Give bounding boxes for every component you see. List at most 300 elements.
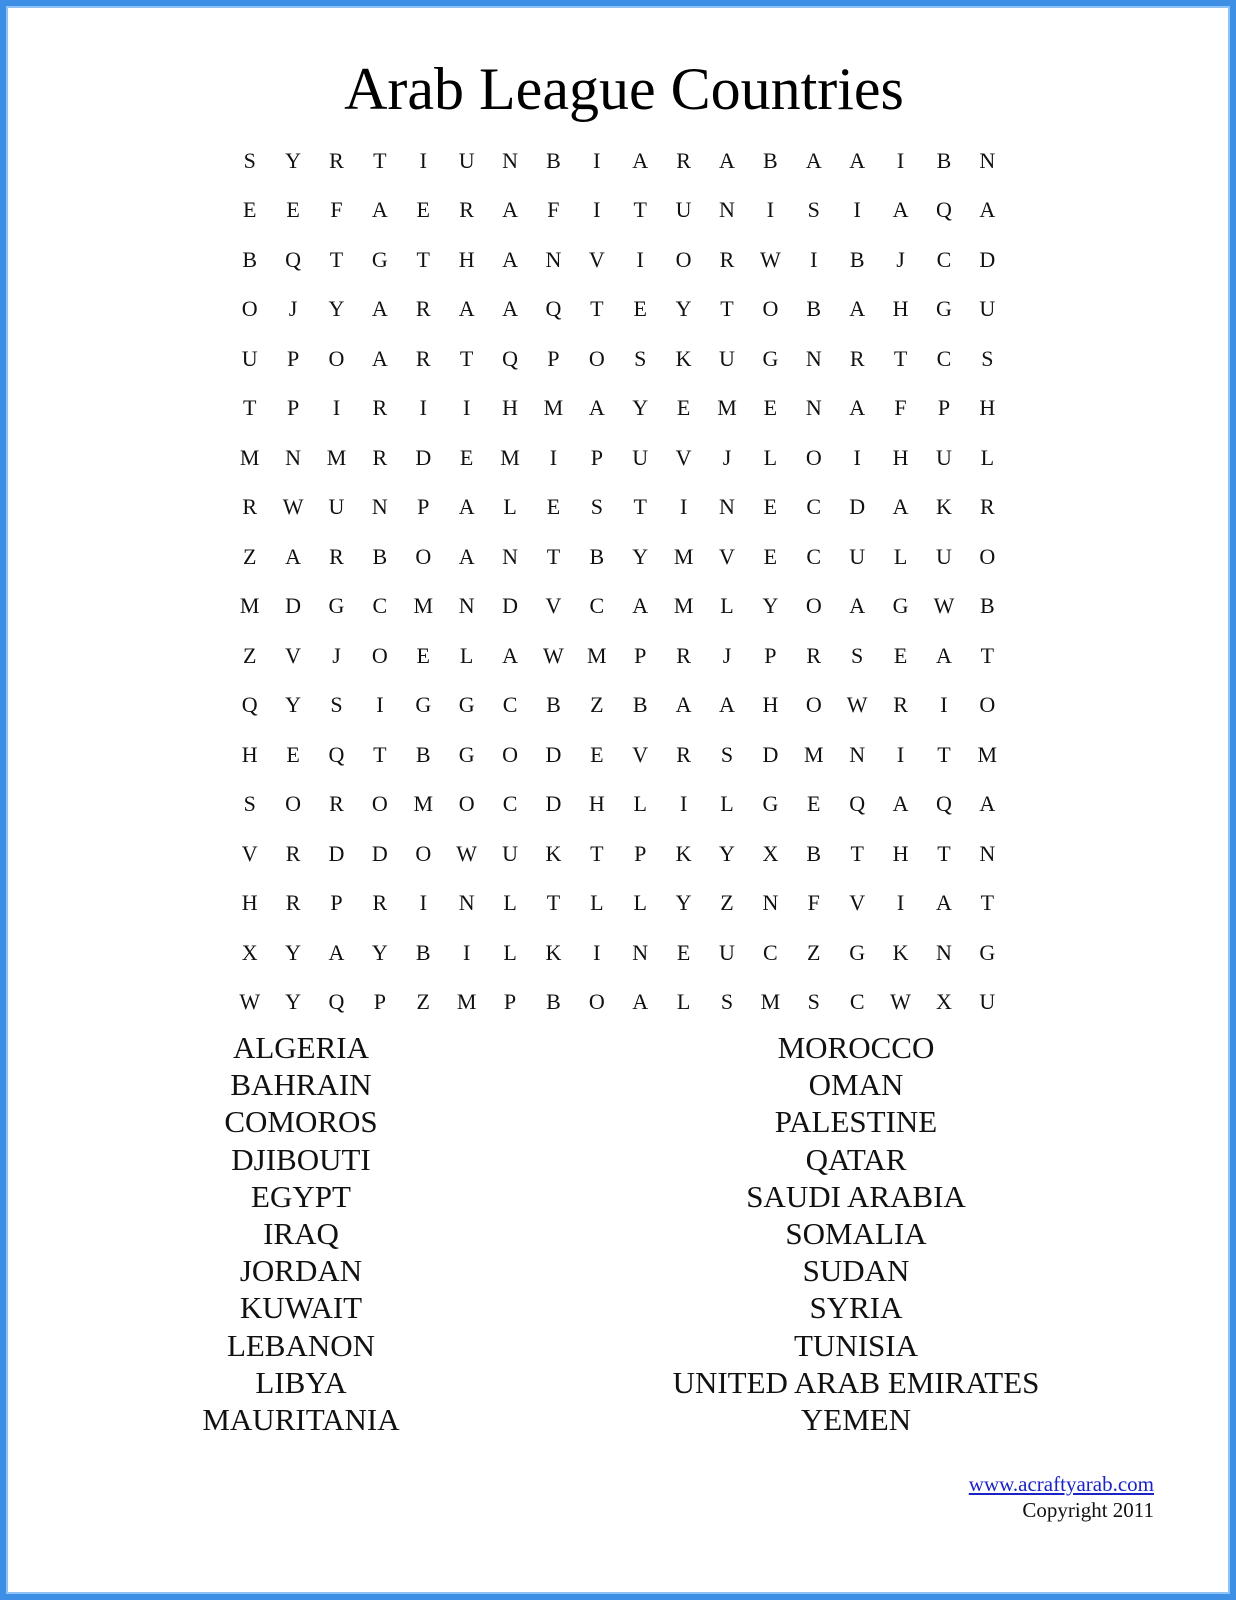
grid-cell: O [502, 741, 518, 767]
grid-cell: N [458, 890, 475, 916]
grid-cell: A [936, 642, 952, 668]
grid-cell: P [330, 890, 343, 916]
word-list-item: SAUDI ARABIA [746, 1178, 966, 1214]
grid-cell: N [285, 444, 302, 470]
grid-cell: E [763, 494, 778, 520]
grid-cell: A [936, 890, 952, 916]
grid-cell: I [593, 197, 601, 223]
grid-cell: I [462, 939, 471, 965]
grid-cell: E [590, 741, 604, 767]
grid-cell: R [415, 345, 431, 371]
grid-cell: O [588, 989, 605, 1015]
grid-cell: A [979, 197, 996, 223]
grid-cell: A [502, 642, 518, 668]
word-list-item: KUWAIT [239, 1290, 363, 1326]
grid-cell: E [546, 494, 561, 520]
grid-cell: J [288, 296, 298, 322]
grid-cell: C [936, 246, 952, 272]
grid-cell: M [239, 444, 260, 470]
grid-cell: A [371, 296, 388, 322]
grid-cell: I [853, 197, 861, 223]
grid-cell: D [545, 791, 562, 817]
grid-cell: K [675, 345, 692, 371]
grid-cell: A [632, 989, 649, 1015]
grid-cell: V [849, 890, 866, 916]
grid-cell: W [890, 989, 911, 1015]
grid-cell: R [285, 840, 301, 866]
grid-cell: D [285, 593, 302, 619]
grid-cell: T [937, 741, 951, 767]
grid-cell: N [849, 741, 866, 767]
grid-cell: Y [285, 989, 302, 1015]
grid-cell: L [503, 890, 517, 916]
grid-cell: W [239, 989, 261, 1015]
grid-cell: O [241, 296, 258, 322]
grid-cell: C [372, 593, 388, 619]
grid-cell: A [502, 296, 518, 322]
grid-cell: N [979, 147, 996, 173]
grid-cell: A [719, 147, 735, 173]
grid-cell: K [675, 840, 692, 866]
grid-cell: R [329, 543, 344, 569]
grid-cell: B [589, 543, 605, 569]
grid-cell: G [849, 939, 866, 965]
grid-cell: R [372, 890, 388, 916]
grid-cell: U [979, 296, 996, 322]
grid-cell: C [502, 692, 518, 718]
grid-cell: S [243, 147, 256, 173]
grid-cell: O [371, 791, 388, 817]
grid-cell: M [587, 642, 607, 668]
grid-cell: G [936, 296, 952, 322]
grid-cell: W [933, 593, 955, 619]
grid-cell: I [636, 246, 644, 272]
grid-cell: S [634, 345, 647, 371]
grid-cell: T [980, 890, 995, 916]
grid-cell: L [503, 494, 517, 520]
grid-cell: G [328, 593, 345, 619]
grid-cell: D [979, 246, 996, 272]
grid-cell: A [849, 296, 866, 322]
grid-cell: A [502, 246, 518, 272]
grid-cell: O [979, 692, 996, 718]
grid-cell: Q [849, 791, 866, 817]
grid-cell: U [936, 543, 952, 569]
word-list-item: QATAR [805, 1141, 907, 1177]
grid-cell: L [893, 543, 908, 569]
grid-cell: D [371, 840, 388, 866]
word-list-item: MOROCCO [777, 1030, 935, 1065]
grid-cell: S [807, 197, 820, 223]
word-list-item: EGYPT [251, 1178, 351, 1214]
grid-cell: Z [242, 543, 257, 569]
grid-cell: I [462, 395, 471, 421]
grid-cell: U [979, 989, 996, 1015]
grid-cell: A [849, 395, 866, 421]
grid-cell: N [632, 939, 649, 965]
grid-cell: I [419, 147, 427, 173]
grid-cell: U [936, 444, 952, 470]
grid-cell: F [807, 890, 820, 916]
grid-cell: T [590, 296, 604, 322]
grid-cell: W [543, 642, 564, 668]
grid-cell: L [633, 890, 647, 916]
grid-cell: R [806, 642, 822, 668]
grid-cell: A [675, 692, 692, 718]
grid-cell: M [326, 444, 347, 470]
grid-cell: H [588, 791, 605, 817]
grid-cell: R [676, 642, 691, 668]
grid-cell: Z [720, 890, 734, 916]
grid-cell: M [500, 444, 520, 470]
grid-cell: A [719, 692, 735, 718]
grid-cell: P [764, 642, 777, 668]
grid-cell: S [981, 345, 994, 371]
grid-cell: B [546, 692, 561, 718]
grid-cell: U [458, 147, 475, 173]
word-list-item: OMAN [808, 1067, 904, 1103]
grid-cell: D [415, 444, 432, 470]
grid-cell: R [979, 494, 995, 520]
grid-cell: D [545, 741, 562, 767]
grid-cell: B [632, 692, 648, 718]
grid-cell: L [633, 791, 647, 817]
grid-cell: R [676, 741, 691, 767]
grid-cell: B [242, 246, 258, 272]
word-list-item: ALGERIA [232, 1030, 370, 1065]
grid-cell: I [593, 939, 601, 965]
grid-cell: U [241, 345, 258, 371]
grid-cell: N [719, 197, 735, 223]
grid-cell: B [936, 147, 952, 173]
grid-cell: V [241, 840, 258, 866]
grid-cell: E [893, 642, 908, 668]
grid-cell: E [286, 197, 300, 223]
grid-cell: H [241, 890, 258, 916]
grid-cell: O [415, 543, 432, 569]
grid-cell: Z [416, 989, 430, 1015]
grid-cell: M [673, 543, 694, 569]
grid-cell: U [328, 494, 345, 520]
grid-cell: P [547, 345, 560, 371]
grid-cell: N [502, 543, 518, 569]
grid-cell: M [413, 593, 434, 619]
grid-cell: C [936, 345, 952, 371]
grid-cell: T [633, 197, 647, 223]
grid-cell: H [892, 296, 909, 322]
grid-cell: Q [328, 741, 345, 767]
grid-cell: G [415, 692, 432, 718]
word-list-item: YEMEN [800, 1402, 912, 1438]
grid-cell: R [676, 147, 691, 173]
grid-cell: I [896, 741, 905, 767]
grid-cell: Y [762, 593, 779, 619]
grid-cell: O [675, 246, 692, 272]
grid-cell: O [805, 444, 822, 470]
grid-cell: J [722, 444, 732, 470]
grid-cell: M [413, 791, 434, 817]
grid-cell: T [459, 345, 474, 371]
grid-cell: Y [328, 296, 345, 322]
grid-cell: A [458, 296, 475, 322]
grid-cell: J [332, 642, 341, 668]
grid-cell: G [762, 345, 779, 371]
grid-cell: N [805, 395, 822, 421]
grid-cell: A [285, 543, 302, 569]
grid-cell: R [242, 494, 258, 520]
grid-cell: P [417, 494, 430, 520]
grid-cell: F [894, 395, 907, 421]
word-list-item: MAURITANIA [202, 1402, 400, 1438]
grid-cell: F [547, 197, 560, 223]
grid-cell: R [285, 890, 301, 916]
grid-cell: T [242, 395, 257, 421]
grid-cell: N [936, 939, 952, 965]
grid-cell: R [372, 444, 388, 470]
grid-cell: T [850, 840, 864, 866]
grid-cell: N [805, 345, 822, 371]
grid-cell: H [762, 692, 779, 718]
grid-cell: Y [371, 939, 388, 965]
grid-cell: L [676, 989, 691, 1015]
grid-cell: A [849, 147, 866, 173]
grid-cell: W [456, 840, 478, 866]
word-list-item: TUNISIA [794, 1327, 918, 1363]
grid-cell: P [503, 989, 517, 1015]
grid-cell: N [979, 840, 996, 866]
website-link[interactable]: www.acraftyarab.com [968, 1472, 1154, 1496]
word-list-item: SUDAN [802, 1253, 910, 1289]
grid-cell: Y [719, 840, 735, 866]
grid-cell: T [633, 494, 647, 520]
grid-cell: V [285, 642, 302, 668]
grid-cell: I [940, 692, 948, 718]
grid-cell: H [458, 246, 475, 272]
grid-cell: Q [936, 197, 952, 223]
word-list-left [146, 1029, 456, 1438]
grid-cell: S [590, 494, 603, 520]
grid-cell: O [328, 345, 345, 371]
grid-cell: U [675, 197, 692, 223]
grid-cell: G [371, 246, 388, 272]
grid-cell: N [371, 494, 388, 520]
grid-cell: P [590, 444, 603, 470]
grid-cell: E [416, 197, 430, 223]
grid-cell: U [719, 345, 735, 371]
grid-cell: C [763, 939, 778, 965]
grid-cell: Y [285, 692, 302, 718]
grid-cell: P [634, 840, 647, 866]
grid-cell: P [373, 989, 386, 1015]
grid-cell: O [805, 692, 822, 718]
grid-cell: S [851, 642, 864, 668]
copyright-text: Copyright 2011 [1022, 1498, 1154, 1522]
grid-cell: J [722, 642, 732, 668]
grid-cell: M [673, 593, 694, 619]
grid-cell: O [979, 543, 996, 569]
grid-cell: O [458, 791, 475, 817]
grid-cell: E [763, 395, 778, 421]
grid-cell: D [328, 840, 345, 866]
grid-cell: N [545, 246, 562, 272]
grid-cell: D [762, 741, 779, 767]
grid-cell: K [545, 939, 562, 965]
grid-cell: I [896, 890, 905, 916]
grid-cell: I [679, 791, 688, 817]
grid-cell: X [762, 840, 779, 866]
grid-cell: K [545, 840, 562, 866]
grid-cell: P [634, 642, 647, 668]
grid-cell: G [979, 939, 996, 965]
grid-cell: W [282, 494, 304, 520]
word-list-item: PALESTINE [774, 1104, 938, 1140]
grid-cell: L [503, 939, 517, 965]
grid-cell: A [892, 791, 909, 817]
grid-cell: Q [502, 345, 518, 371]
grid-cell: C [806, 494, 822, 520]
word-list-item: COMOROS [224, 1104, 378, 1140]
grid-cell: M [239, 593, 260, 619]
grid-cell: T [893, 345, 908, 371]
grid-cell: E [459, 444, 474, 470]
grid-cell: U [632, 444, 649, 470]
grid-cell: X [241, 939, 258, 965]
grid-cell: O [588, 345, 605, 371]
grid-cell: I [549, 444, 558, 470]
word-list-item: LEBANON [226, 1327, 376, 1363]
grid-cell: B [849, 246, 865, 272]
grid-cell: F [330, 197, 343, 223]
grid-cell: D [502, 593, 518, 619]
grid-cell: X [936, 989, 952, 1015]
grid-cell: M [717, 395, 737, 421]
grid-cell: Z [242, 642, 257, 668]
grid-cell: E [676, 395, 691, 421]
grid-cell: H [892, 444, 909, 470]
word-list-right [616, 1029, 1096, 1438]
grid-cell: W [760, 246, 781, 272]
grid-cell: R [459, 197, 474, 223]
grid-cell: I [593, 147, 601, 173]
grid-cell: R [849, 345, 865, 371]
word-list-item: LIBYA [255, 1364, 347, 1400]
grid-cell: B [979, 593, 995, 619]
grid-cell: G [458, 741, 475, 767]
grid-cell: S [807, 989, 820, 1015]
word-list-item: BAHRAIN [230, 1067, 372, 1103]
grid-cell: T [373, 741, 387, 767]
grid-cell: G [762, 791, 779, 817]
grid-cell: H [502, 395, 518, 421]
grid-cell: J [896, 246, 905, 272]
grid-cell: A [632, 593, 649, 619]
grid-cell: M [543, 395, 564, 421]
grid-cell: R [719, 246, 735, 272]
grid-cell: L [590, 890, 604, 916]
grid-cell: Y [632, 543, 649, 569]
grid-cell: G [458, 692, 475, 718]
grid-cell: N [762, 890, 779, 916]
grid-cell: S [720, 989, 734, 1015]
grid-cell: U [849, 543, 866, 569]
grid-cell: Q [241, 692, 258, 718]
grid-cell: C [806, 543, 822, 569]
grid-cell: A [328, 939, 345, 965]
grid-cell: B [372, 543, 388, 569]
grid-cell: V [719, 543, 735, 569]
grid-cell: D [849, 494, 866, 520]
word-list-item: UNITED ARAB EMIRATES [672, 1364, 1040, 1400]
grid-cell: Y [285, 939, 302, 965]
grid-cell: I [376, 692, 384, 718]
grid-cell: A [892, 494, 909, 520]
grid-cell: E [242, 197, 257, 223]
grid-cell: E [807, 791, 821, 817]
word-search-grid [228, 136, 1009, 1027]
grid-cell: S [330, 692, 343, 718]
grid-cell: T [546, 890, 561, 916]
grid-cell: L [720, 791, 734, 817]
page-title: Arab League Countries [344, 56, 904, 122]
grid-cell: S [720, 741, 734, 767]
grid-cell: K [936, 494, 952, 520]
grid-cell: C [849, 989, 865, 1015]
grid-cell: T [937, 840, 951, 866]
grid-cell: U [502, 840, 518, 866]
grid-cell: L [980, 444, 995, 470]
word-list-item: IRAQ [263, 1216, 339, 1252]
grid-cell: H [979, 395, 996, 421]
grid-cell: M [977, 741, 998, 767]
grid-cell: V [632, 741, 649, 767]
grid-cell: P [286, 345, 300, 371]
grid-cell: E [763, 543, 778, 569]
grid-cell: N [502, 147, 518, 173]
grid-cell: A [371, 197, 388, 223]
word-list-item: SYRIA [809, 1290, 903, 1326]
grid-cell: M [456, 989, 477, 1015]
grid-cell: I [896, 147, 905, 173]
grid-cell: S [243, 791, 256, 817]
grid-cell: A [632, 147, 649, 173]
grid-cell: I [332, 395, 341, 421]
grid-cell: E [633, 296, 647, 322]
grid-cell: O [415, 840, 432, 866]
grid-cell: H [892, 840, 909, 866]
grid-cell: B [546, 147, 561, 173]
grid-cell: O [285, 791, 302, 817]
grid-cell: I [810, 246, 818, 272]
grid-cell: T [546, 543, 561, 569]
grid-cell: I [766, 197, 775, 223]
grid-cell: Y [285, 147, 302, 173]
grid-cell: A [892, 197, 909, 223]
grid-cell: Q [328, 989, 345, 1015]
grid-cell: I [419, 395, 427, 421]
footer [969, 1471, 1154, 1523]
grid-cell: Y [632, 395, 649, 421]
word-list-item: DJIBOUTI [231, 1141, 371, 1177]
grid-cell: O [762, 296, 779, 322]
word-list-item: SOMALIA [785, 1216, 927, 1252]
grid-cell: U [719, 939, 735, 965]
grid-cell: E [676, 939, 691, 965]
grid-cell: Q [545, 296, 562, 322]
grid-cell: R [329, 147, 344, 173]
grid-cell: A [805, 147, 822, 173]
grid-cell: A [458, 543, 475, 569]
grid-cell: T [980, 642, 995, 668]
